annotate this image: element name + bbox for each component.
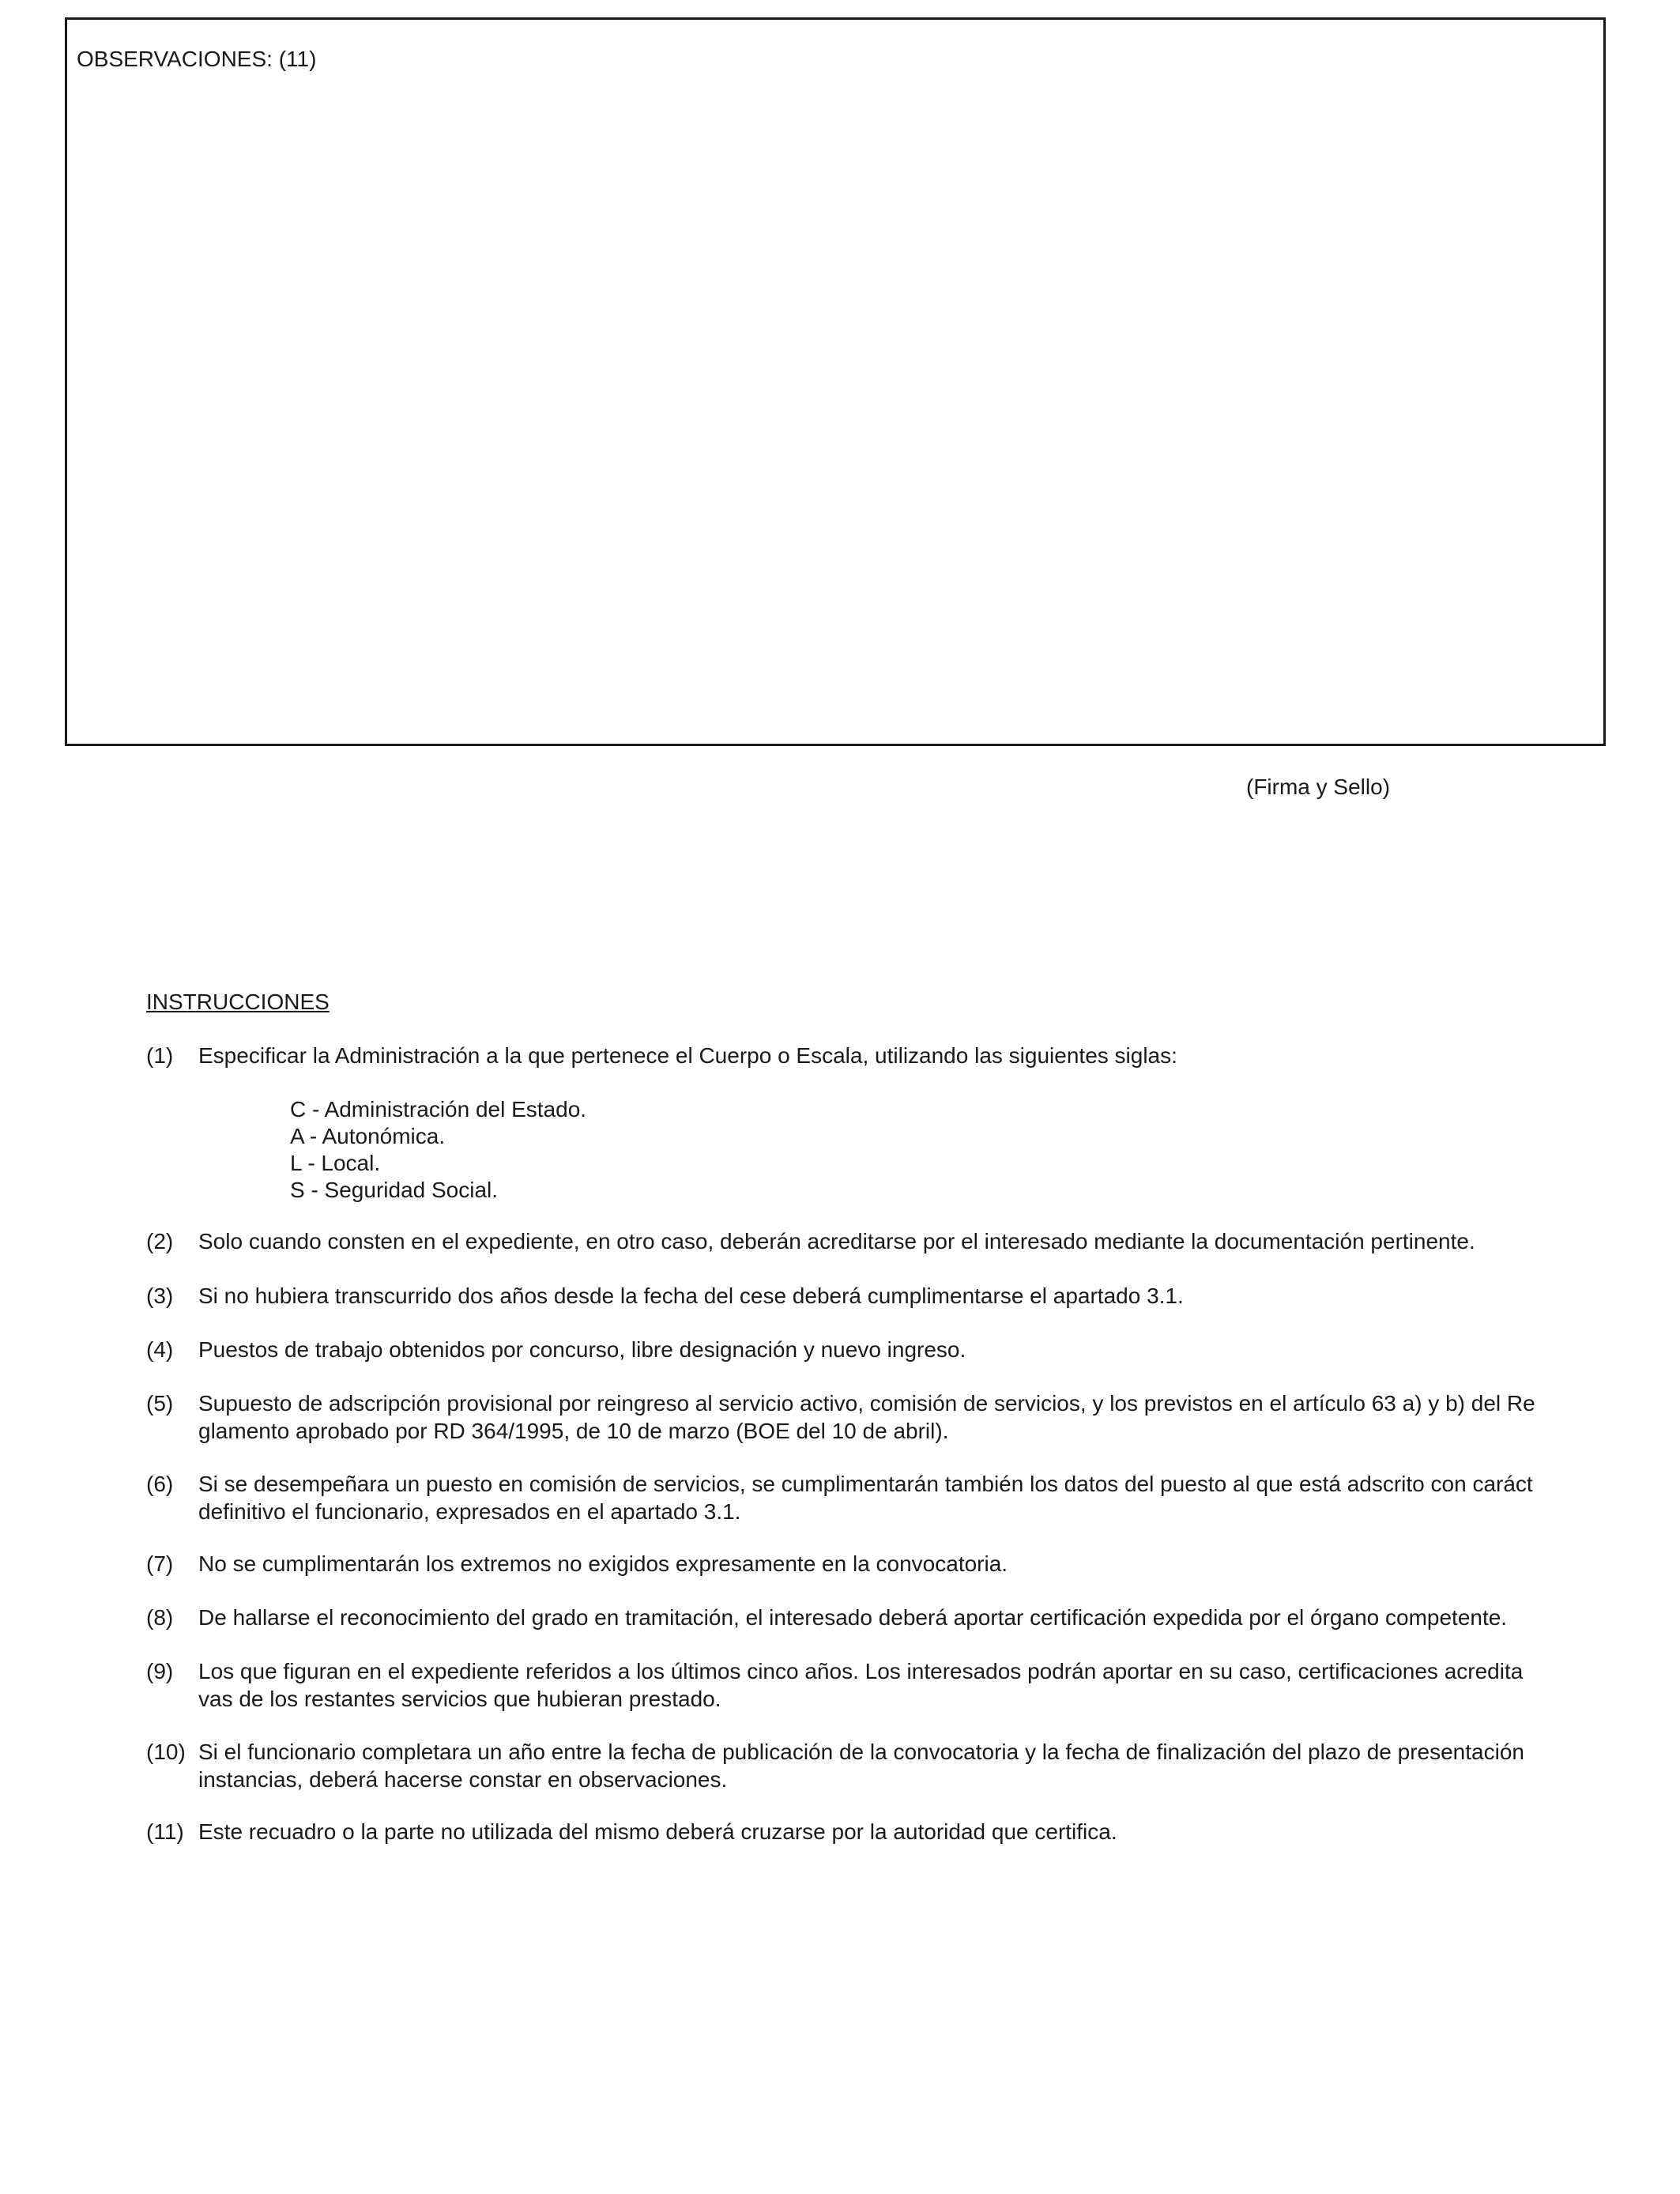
- instruccion-text: Si no hubiera transcurrido dos años desde la fecha del cese deberá cumplimentarse el apartado 3.1.: [198, 1284, 1184, 1308]
- instruccion-number: (10): [146, 1740, 186, 1764]
- sigla-seguridad-social: S - Seguridad Social.: [290, 1178, 499, 1202]
- sigla-autonomica: A - Autonómica.: [290, 1124, 446, 1148]
- instruccion-number: (4): [146, 1337, 174, 1362]
- observaciones-label: OBSERVACIONES: (11): [77, 47, 317, 71]
- instruccion-text: No se cumplimentarán los extremos no exigidos expresamente en la convocatoria.: [198, 1551, 1008, 1576]
- instruccion-number: (6): [146, 1472, 174, 1496]
- instruccion-text: Los que figuran en el expediente referidos a los últimos cinco años. Los interesados podrán aportar en su caso, certificaciones acredita: [198, 1659, 1524, 1683]
- sigla-local: L - Local.: [290, 1151, 381, 1175]
- sigla-estado: C - Administración del Estado.: [290, 1097, 587, 1122]
- instruccion-text-cont: instancias, deberá hacerse constar en observaciones.: [198, 1767, 728, 1792]
- instruccion-number: (5): [146, 1391, 174, 1416]
- instruccion-text-cont: definitivo el funcionario, expresados en el apartado 3.1.: [198, 1499, 741, 1524]
- firma-sello-label: (Firma y Sello): [1246, 775, 1391, 799]
- instruccion-text: De hallarse el reconocimiento del grado en tramitación, el interesado deberá aportar certificación expedida por el órgano competente.: [198, 1605, 1508, 1630]
- instruccion-text: Este recuadro o la parte no utilizada del mismo deberá cruzarse por la autoridad que certifica.: [198, 1819, 1117, 1844]
- instruccion-number: (2): [146, 1229, 174, 1253]
- instruccion-text: Si se desempeñara un puesto en comisión de servicios, se cumplimentarán también los datos del puesto al que está adscrito con caráct: [198, 1472, 1533, 1496]
- instruccion-text: Solo cuando consten en el expediente, en otro caso, deberán acreditarse por el interesado mediante la documentación pertinente.: [198, 1229, 1475, 1253]
- instrucciones-title: INSTRUCCIONES: [146, 990, 330, 1014]
- instruccion-number: (11): [146, 1819, 184, 1844]
- observaciones-box: [65, 17, 1606, 746]
- instruccion-text: Puestos de trabajo obtenidos por concurso, libre designación y nuevo ingreso.: [198, 1337, 966, 1362]
- instruccion-text: Supuesto de adscripción provisional por reingreso al servicio activo, comisión de servicios, y los previstos en el artículo 63 a) y b) del Re: [198, 1391, 1535, 1416]
- instruccion-text-cont: vas de los restantes servicios que hubieran prestado.: [198, 1687, 721, 1711]
- instrucciones-section: [146, 988, 1613, 1857]
- instruccion-number: (8): [146, 1605, 174, 1630]
- instruccion-number: (9): [146, 1659, 174, 1683]
- instruccion-text: Si el funcionario completara un año entre la fecha de publicación de la convocatoria y la fecha de finalización del plazo de presentación: [198, 1740, 1524, 1764]
- instruccion-number: (7): [146, 1551, 174, 1576]
- instruccion-text-cont: glamento aprobado por RD 364/1995, de 10 de marzo (BOE del 10 de abril).: [198, 1419, 949, 1443]
- instruccion-number: (1): [146, 1043, 174, 1068]
- instruccion-text: Especificar la Administración a la que pertenece el Cuerpo o Escala, utilizando las siguientes siglas:: [198, 1043, 1177, 1068]
- instruccion-number: (3): [146, 1284, 174, 1308]
